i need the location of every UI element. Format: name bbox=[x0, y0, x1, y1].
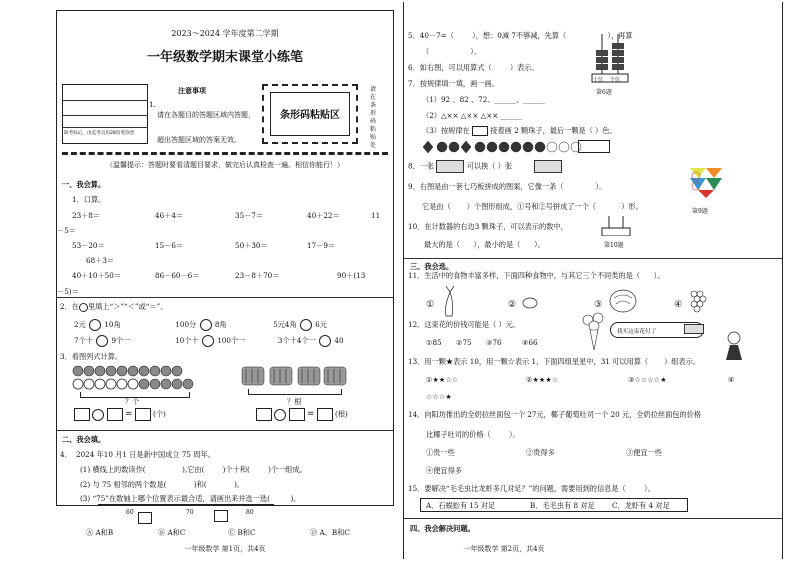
info-line-2 bbox=[62, 115, 148, 116]
grapes-icon bbox=[688, 286, 708, 316]
page-title: 一年级数学期末课堂小练笔 bbox=[146, 50, 303, 65]
q13-opt-3[interactable]: ③☆☆☆☆★ bbox=[628, 375, 667, 384]
cmp-6b: 40 bbox=[334, 336, 344, 345]
info-line-1 bbox=[62, 100, 148, 101]
cmp-row2 bbox=[74, 335, 394, 347]
calc-r3-c: 23－8＋70＝ bbox=[235, 271, 280, 280]
balls-illustration bbox=[72, 365, 202, 393]
eggplant-icon bbox=[522, 294, 538, 310]
carrot-icon bbox=[440, 286, 458, 318]
banknote-icon bbox=[684, 324, 704, 334]
point-b-box[interactable] bbox=[214, 510, 228, 522]
q7: 7．按规律填一填，画一画。 bbox=[408, 79, 499, 88]
cmp-circle-2[interactable] bbox=[200, 319, 212, 331]
calc-r2-d: 17－9＝ bbox=[307, 241, 336, 250]
q4-opt-d[interactable]: Ⓓ A、B和C bbox=[310, 528, 350, 537]
q4-opt-c[interactable]: Ⓒ B和C bbox=[228, 528, 256, 537]
calc-r3-d: 90＋(13 bbox=[337, 271, 366, 280]
q11-opt-3[interactable]: ③ bbox=[594, 300, 603, 310]
q3a-equation: = (个) bbox=[74, 408, 166, 421]
calc-r1-a: 23＋8＝ bbox=[72, 211, 101, 220]
counter-label-ones: 个位 bbox=[610, 77, 621, 83]
q12-opt-4[interactable]: ④66 bbox=[522, 338, 538, 347]
q11-opt-2[interactable]: ② bbox=[508, 300, 517, 310]
q1-title: 1．口算。 bbox=[72, 195, 106, 204]
cmp-6a: 3个十4个一 bbox=[277, 336, 316, 345]
notice-text-1: 请在各题目的答题区域内答题， bbox=[157, 111, 255, 119]
operator-circle[interactable] bbox=[92, 409, 104, 421]
q6: 6．如右图，可以用算式（ ）表示。 bbox=[408, 63, 539, 72]
axis-80: 80 bbox=[246, 509, 254, 516]
compare-circle-icon bbox=[79, 303, 88, 312]
q2-prefix: 2．在 bbox=[60, 302, 79, 311]
tangram-fish-illustration bbox=[686, 164, 726, 206]
q7-3-suffix: 接着画 2 颗珠子，最后一颗是（ ）色。 bbox=[490, 126, 617, 135]
q14b: 比椰子吐司的价格（ ）。 bbox=[426, 430, 520, 439]
cabbage-icon bbox=[608, 288, 638, 314]
q7-2: （2）△×× △×× △×× ______ bbox=[422, 111, 523, 120]
calc-r1-d: 40＋22＝ bbox=[307, 211, 340, 220]
section-3-title: 三、我会选。 bbox=[410, 262, 454, 271]
q7-1: （1）92 、82 、72、______、______ bbox=[422, 95, 545, 104]
q15-opt-a[interactable]: A．石蜈蚣有 15 对足 bbox=[426, 501, 496, 510]
stamp-note: 缺考标记，由监考员用2B铅笔涂黑 bbox=[64, 131, 135, 136]
calc-r2-b: 15－6＝ bbox=[155, 241, 184, 250]
q13-opt-1[interactable]: ①★★☆☆ bbox=[426, 375, 459, 384]
notice-title: 注意事项 bbox=[178, 86, 206, 95]
q12-opt-3[interactable]: ③76 bbox=[486, 338, 502, 347]
cmp-3a: 5元4角 bbox=[273, 320, 297, 329]
cmp-2b: 8角 bbox=[214, 320, 227, 329]
axis-60: 60 bbox=[126, 509, 134, 516]
cmp-circle-6[interactable] bbox=[319, 335, 331, 347]
right-footer: 一年级数学 第2页，共4页 bbox=[463, 545, 545, 553]
unit-a: (个) bbox=[153, 409, 166, 419]
cmp-4a: 7个十 bbox=[74, 336, 93, 345]
sticks-illustration bbox=[240, 365, 350, 387]
point-a-box[interactable] bbox=[138, 512, 152, 524]
q4-3: (3) “75”在数轴上哪个位置表示最合适，请画出来并选一选( )。 bbox=[80, 494, 301, 503]
notice-text-2: 超出答题区域的答案无效。 bbox=[157, 136, 241, 144]
q6-label: 第6题 bbox=[596, 89, 612, 96]
q14: 14．向阳坊推出的全奶拉丝面包一个 27元，椰子葡萄吐司一个 20 元，全奶拉丝面包的价格 bbox=[408, 410, 702, 419]
barcode-label: 条形码粘贴区 bbox=[280, 110, 340, 121]
q7-3 bbox=[422, 126, 617, 136]
q2-title bbox=[60, 302, 168, 312]
q8 bbox=[408, 160, 562, 173]
answer-box[interactable] bbox=[107, 408, 123, 421]
q7-answer-box[interactable] bbox=[578, 140, 610, 153]
q7-bead-box[interactable] bbox=[472, 126, 488, 136]
q4-opt-b[interactable]: Ⓑ A和C bbox=[158, 528, 186, 537]
calc-r2-c: 50＋30＝ bbox=[235, 241, 268, 250]
divider-sec2 bbox=[56, 430, 394, 431]
counter-q10-illustration bbox=[600, 214, 632, 236]
cmp-circle-5[interactable] bbox=[202, 335, 214, 347]
cmp-1b: 10角 bbox=[104, 320, 121, 329]
q13: 13．用一颗★表示 10，用一颗☆表示 1，下面四组星星中，31 可以用算（ ）组表示。 bbox=[408, 357, 701, 366]
answer-box[interactable] bbox=[256, 408, 272, 421]
q14-opt-1[interactable]: ①贵一些 bbox=[426, 448, 455, 457]
calc-r3-b: 86－60－6＝ bbox=[155, 271, 200, 280]
section-1-title: 一、我会算。 bbox=[62, 180, 106, 189]
q4-num: 4． bbox=[60, 450, 72, 459]
divider-dashed bbox=[62, 152, 388, 155]
axis-70: 70 bbox=[186, 509, 194, 516]
q3b-question: ？根 bbox=[287, 397, 302, 406]
calc-r1-e: 11 bbox=[371, 211, 381, 220]
notice-num: 1. bbox=[149, 100, 156, 109]
cmp-5b: 100个一 bbox=[217, 336, 246, 345]
q13-opt-4[interactable]: ④ bbox=[728, 375, 735, 384]
q3b-brace bbox=[248, 389, 342, 395]
cmp-circle-3[interactable] bbox=[300, 319, 312, 331]
q2-suffix: 里填上“＞”“＜”或“＝”。 bbox=[87, 302, 168, 311]
operator-circle[interactable] bbox=[274, 409, 286, 421]
q10-label: 第10题 bbox=[604, 242, 624, 249]
divider-sec3 bbox=[404, 258, 782, 259]
q8-prefix: 8．一张 bbox=[408, 161, 435, 171]
q3a-question: ？个 bbox=[125, 397, 140, 406]
q15-opt-b[interactable]: B．毛毛虫有 8 对足 bbox=[530, 501, 595, 510]
cmp-row1 bbox=[74, 319, 394, 331]
q14-opt-3[interactable]: ③便宜一些 bbox=[626, 448, 662, 457]
vertical-note: 请在条形码粘贴处 bbox=[370, 86, 377, 149]
ball-row-bottom bbox=[73, 379, 193, 389]
q15-opt-c[interactable]: C．龙虾有 4 对足 bbox=[612, 501, 670, 510]
cmp-5a: 10个十 bbox=[175, 336, 199, 345]
q13-opt-4-stars: ☆☆☆★ bbox=[426, 392, 452, 401]
calc-r2-a: 53－20＝ bbox=[72, 241, 105, 250]
section-2-title: 二、我会填。 bbox=[62, 435, 106, 444]
unit-b: (根) bbox=[335, 409, 348, 419]
counter-label-tens: 十位 bbox=[593, 77, 604, 83]
calc-r1-wrap: －5＝ bbox=[57, 226, 76, 235]
number-line bbox=[98, 504, 274, 505]
divider-sec4 bbox=[404, 518, 782, 519]
q3b-equation: = (根) bbox=[256, 408, 348, 421]
q11-opt-1[interactable]: ① bbox=[426, 300, 435, 310]
calc-r3-a: 40＋10＋50＝ bbox=[72, 271, 122, 280]
banknote-icon bbox=[534, 160, 562, 173]
info-line-3 bbox=[62, 127, 148, 128]
cmp-4b: 9个一 bbox=[111, 336, 131, 345]
calc-r1-b: 46＋4＝ bbox=[155, 211, 184, 220]
q9-label: 第9题 bbox=[692, 208, 708, 215]
divider-q1 bbox=[56, 297, 394, 298]
reminder: （温馨提示：答题时要看清题目要求，做完后认真检查一遍。相信你能行！） bbox=[106, 161, 344, 169]
right-page-divider-2 bbox=[782, 2, 783, 559]
q15: 15．要解决“毛毛虫比龙虾多几对足？”的问题，需要用到的信息是（ ）。 bbox=[408, 484, 655, 493]
answer-box[interactable] bbox=[317, 408, 333, 421]
q7-3-prefix: （3）按规律在 bbox=[422, 126, 470, 135]
ball-row-top bbox=[73, 366, 182, 376]
q8-suffix: 可以换（ ）张 bbox=[466, 161, 513, 171]
answer-box[interactable] bbox=[135, 408, 151, 421]
q4-opt-a[interactable]: Ⓐ A和B bbox=[86, 528, 114, 537]
q11-opt-4[interactable]: ④ bbox=[674, 300, 683, 310]
year-term: 2023～2024 学年度第二学期 bbox=[171, 29, 279, 38]
q12: 12．这束花的价钱可能是（ ）元。 bbox=[408, 320, 521, 329]
calc-r2-wrap: 68＋3＝ bbox=[86, 256, 115, 265]
q5b: （ ）。 bbox=[422, 47, 482, 56]
q3-title: 3．看图列式计算。 bbox=[60, 352, 123, 361]
bubble-text: 我买这束花付了 bbox=[617, 329, 657, 335]
q10b: 最大的是（ ），最小的是（ ）。 bbox=[424, 240, 545, 249]
calc-r1-c: 35－7＝ bbox=[235, 211, 264, 220]
answer-box[interactable] bbox=[74, 408, 90, 421]
banknote-icon bbox=[436, 160, 464, 173]
cmp-2a: 100分 bbox=[175, 320, 197, 329]
answer-box[interactable] bbox=[289, 408, 305, 421]
section-4-title: 四、我会解决问题。 bbox=[410, 524, 475, 533]
q10: 10．在计数器的右边3 颗珠子，可以表示的数中， bbox=[408, 222, 568, 231]
cmp-1a: 2元 bbox=[74, 320, 86, 329]
q9: 9．右图是由一套七巧板拼成的图案，它像一条（ ）。 bbox=[408, 182, 607, 191]
q4-2: (2) 与 75 相邻的两个数是( )和( )。 bbox=[80, 480, 245, 489]
q13-opt-2[interactable]: ②★★★☆ bbox=[526, 375, 559, 384]
q14-opt-4[interactable]: ④便宜得多 bbox=[426, 466, 462, 475]
q5: 5．40－7=（ ），想：0减 7不够减，先算（ ），再算 bbox=[408, 31, 633, 40]
flowers-icon bbox=[580, 312, 608, 352]
cmp-3b: 6元 bbox=[315, 320, 328, 329]
cmp-circle-4[interactable] bbox=[96, 335, 108, 347]
q11: 11．生活中的食物丰富多样，下面四种食物中，与其它三个不同类的是（ ）。 bbox=[408, 271, 665, 280]
q12-opt-1[interactable]: ①85 bbox=[426, 338, 442, 347]
q4-1: (1) 横线上的数读作( ),它由( )个十和( )个一组成。 bbox=[80, 465, 307, 474]
q14-opt-2[interactable]: ②贵得多 bbox=[526, 448, 555, 457]
right-page-divider bbox=[403, 2, 404, 559]
calc-r3-wrap: －5)＝ bbox=[57, 287, 79, 296]
q12-opt-2[interactable]: ②75 bbox=[456, 338, 472, 347]
left-footer: 一年级数学 第1页，共4页 bbox=[184, 545, 266, 553]
q4-text: 2024 年10 月1 日是新中国成立 75 周年。 bbox=[76, 450, 215, 459]
cmp-circle-1[interactable] bbox=[89, 319, 101, 331]
girl-icon bbox=[722, 330, 746, 360]
q9b: 它是由（ ）个图形组成，①号和②号拼成了一个（ ）形。 bbox=[422, 202, 643, 211]
